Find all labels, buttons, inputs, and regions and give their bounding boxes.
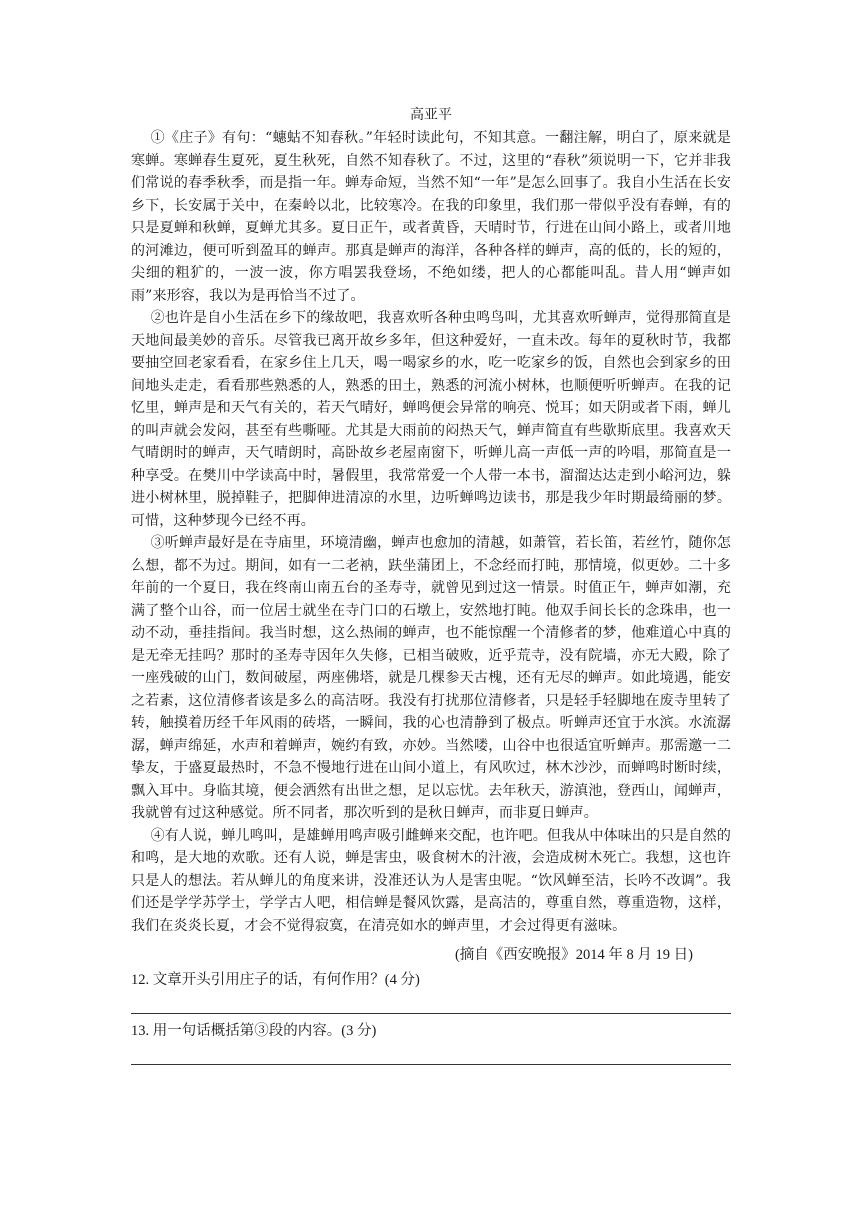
- paragraph-1: ①《庄子》有句：“蟪蛄不知春秋。”年轻时读此句，不知其意。一翻注解，明白了，原来就是寒蝉。寒蝉春生夏死，夏生秋死，自然不知春秋了。不过，这里的“春秋”须说明一下，它并非我们常说的春季秋季，而是指一年。蝉寿命短，当然不知“一年”是怎么回事了。我自小生活在长安乡下，长安属于关中，在秦岭以北，比较寒冷。在我的印象里，我们那一带似乎没有春蝉，有的只是夏蝉和秋蝉，夏蝉尤其多。夏日正午，或者黄昏，天晴时节，行进在山间小路上，或者川地的河滩边，便可听到盈耳的蝉声。那真是蝉声的海洋，各种各样的蝉声，高的低的，长的短的，尖细的粗犷的，一波一波，你方唱罢我登场，不绝如缕，把人的心都能叫乱。昔人用“蝉声如雨”来形容，我以为是再恰当不过了。: [131, 130, 731, 304]
- question-12: 12. 文章开头引用庄子的话，有何作用？(4 分): [131, 972, 420, 988]
- exam-page: [131, 104, 731, 1065]
- paragraph-4: ④有人说，蝉儿鸣叫，是雄蝉用鸣声吸引雌蝉来交配，也许吧。但我从中体味出的只是自然的和鸣，是大地的欢歌。还有人说，蝉是害虫，吸食树木的汁液，会造成树木死亡。我想，这也许只是人的想法。若从蝉儿的角度来讲，没准还认为人是害虫呢。“饮风蝉至洁，长吟不改调”。我们还是学学苏学士，学学古人吧，相信蝉是餐风饮露，是高洁的，尊重自然，尊重造物，这样，我们在炎炎长夏，才会不觉得寂寞，在清亮如水的蝉声里，才会过得更有滋味。: [131, 827, 731, 934]
- paragraph-3: ③听蝉声最好是在寺庙里，环境清幽，蝉声也愈加的清越，如萧管，若长笛，若丝竹，随你怎么想，都不为过。期间，如有一二老衲，趺坐蒲团上，不念经而打盹，那情境，似更妙。二十多年前的一个夏日，我在终南山南五台的圣寿寺，就曾见到过这一情景。时值正午，蝉声如潮，充满了整个山谷，而一位居士就坐在寺门口的石墩上，安然地打盹。他双手间长长的念珠串，也一动不动，垂挂指间。我当时想，这么热闹的蝉声，也不能惊醒一个清修者的梦，他难道心中真的是无牵无挂吗？那时的圣寿寺因年久失修，已相当破败，近乎荒寺，没有院墙，亦无大殿，除了一座残破的山门，数间破屋，两座佛塔，就是几棵参天古槐，还有无尽的蝉声。如此境遇，能安之若素，这位清修者该是多么的高洁呀。我没有打扰那位清修者，只是轻手轻脚地在废寺里转了转，触摸着历经千年风雨的砖塔，一瞬间，我的心也清静到了极点。听蝉声还宜于水滨。水流潺潺，蝉声绵延，水声和着蝉声，婉约有致，亦妙。当然喽，山谷中也很适宜听蝉声。那需邀一二挚友，于盛夏最热时，不急不慢地行进在山间小道上，有风吹过，林木沙沙，而蝉鸣时断时续，飘入耳中。身临其境，便会洒然有出世之想，足以忘忧。去年秋天，游滇池，登西山，闻蝉声，我就曾有过这种感觉。所不同者，那次听到的是秋日蝉声，而非夏日蝉声。: [131, 535, 731, 821]
- answer-line-12[interactable]: [131, 991, 731, 1014]
- answer-line-13[interactable]: [131, 1042, 731, 1065]
- author-name: 高亚平: [410, 107, 452, 123]
- paragraph-2: ②也许是自小生活在乡下的缘故吧，我喜欢听各种虫鸣鸟叫，尤其喜欢听蝉声，觉得那简直是天地间最美妙的音乐。尽管我已离开故乡多年，但这种爱好，一直未改。每年的夏秋时节，我都要抽空回老家看看，在家乡住上几天，喝一喝家乡的水，吃一吃家乡的饭，自然也会到家乡的田间地头走走，看看那些熟悉的人，熟悉的田土，熟悉的河流小树林，也顺便听听蝉声。在我的记忆里，蝉声是和天气有关的，若天气晴好，蝉鸣便会异常的响亮、悦耳；如天阴或者下雨，蝉儿的叫声就会发闷，甚至有些嘶哑。尤其是大雨前的闷热天气，蝉声简直有些歇斯底里。我喜欢天气晴朗时的蝉声，天气晴朗时，高卧故乡老屋南窗下，听蝉儿高一声低一声的吟唱，那简直是一种享受。在樊川中学读高中时，暑假里，我常常爱一个人带一本书，溜溜达达走到小峪河边，躲进小树林里，脱掉鞋子，把脚伸进清凉的水里，边听蝉鸣边读书，那是我少年时期最绮丽的梦。可惜，这种梦现今已经不再。: [131, 310, 731, 529]
- article-source: (摘自《西安晚报》2014 年 8 月 19 日): [454, 947, 693, 963]
- question-13: 13. 用一句话概括第③段的内容。(3 分): [131, 1023, 377, 1039]
